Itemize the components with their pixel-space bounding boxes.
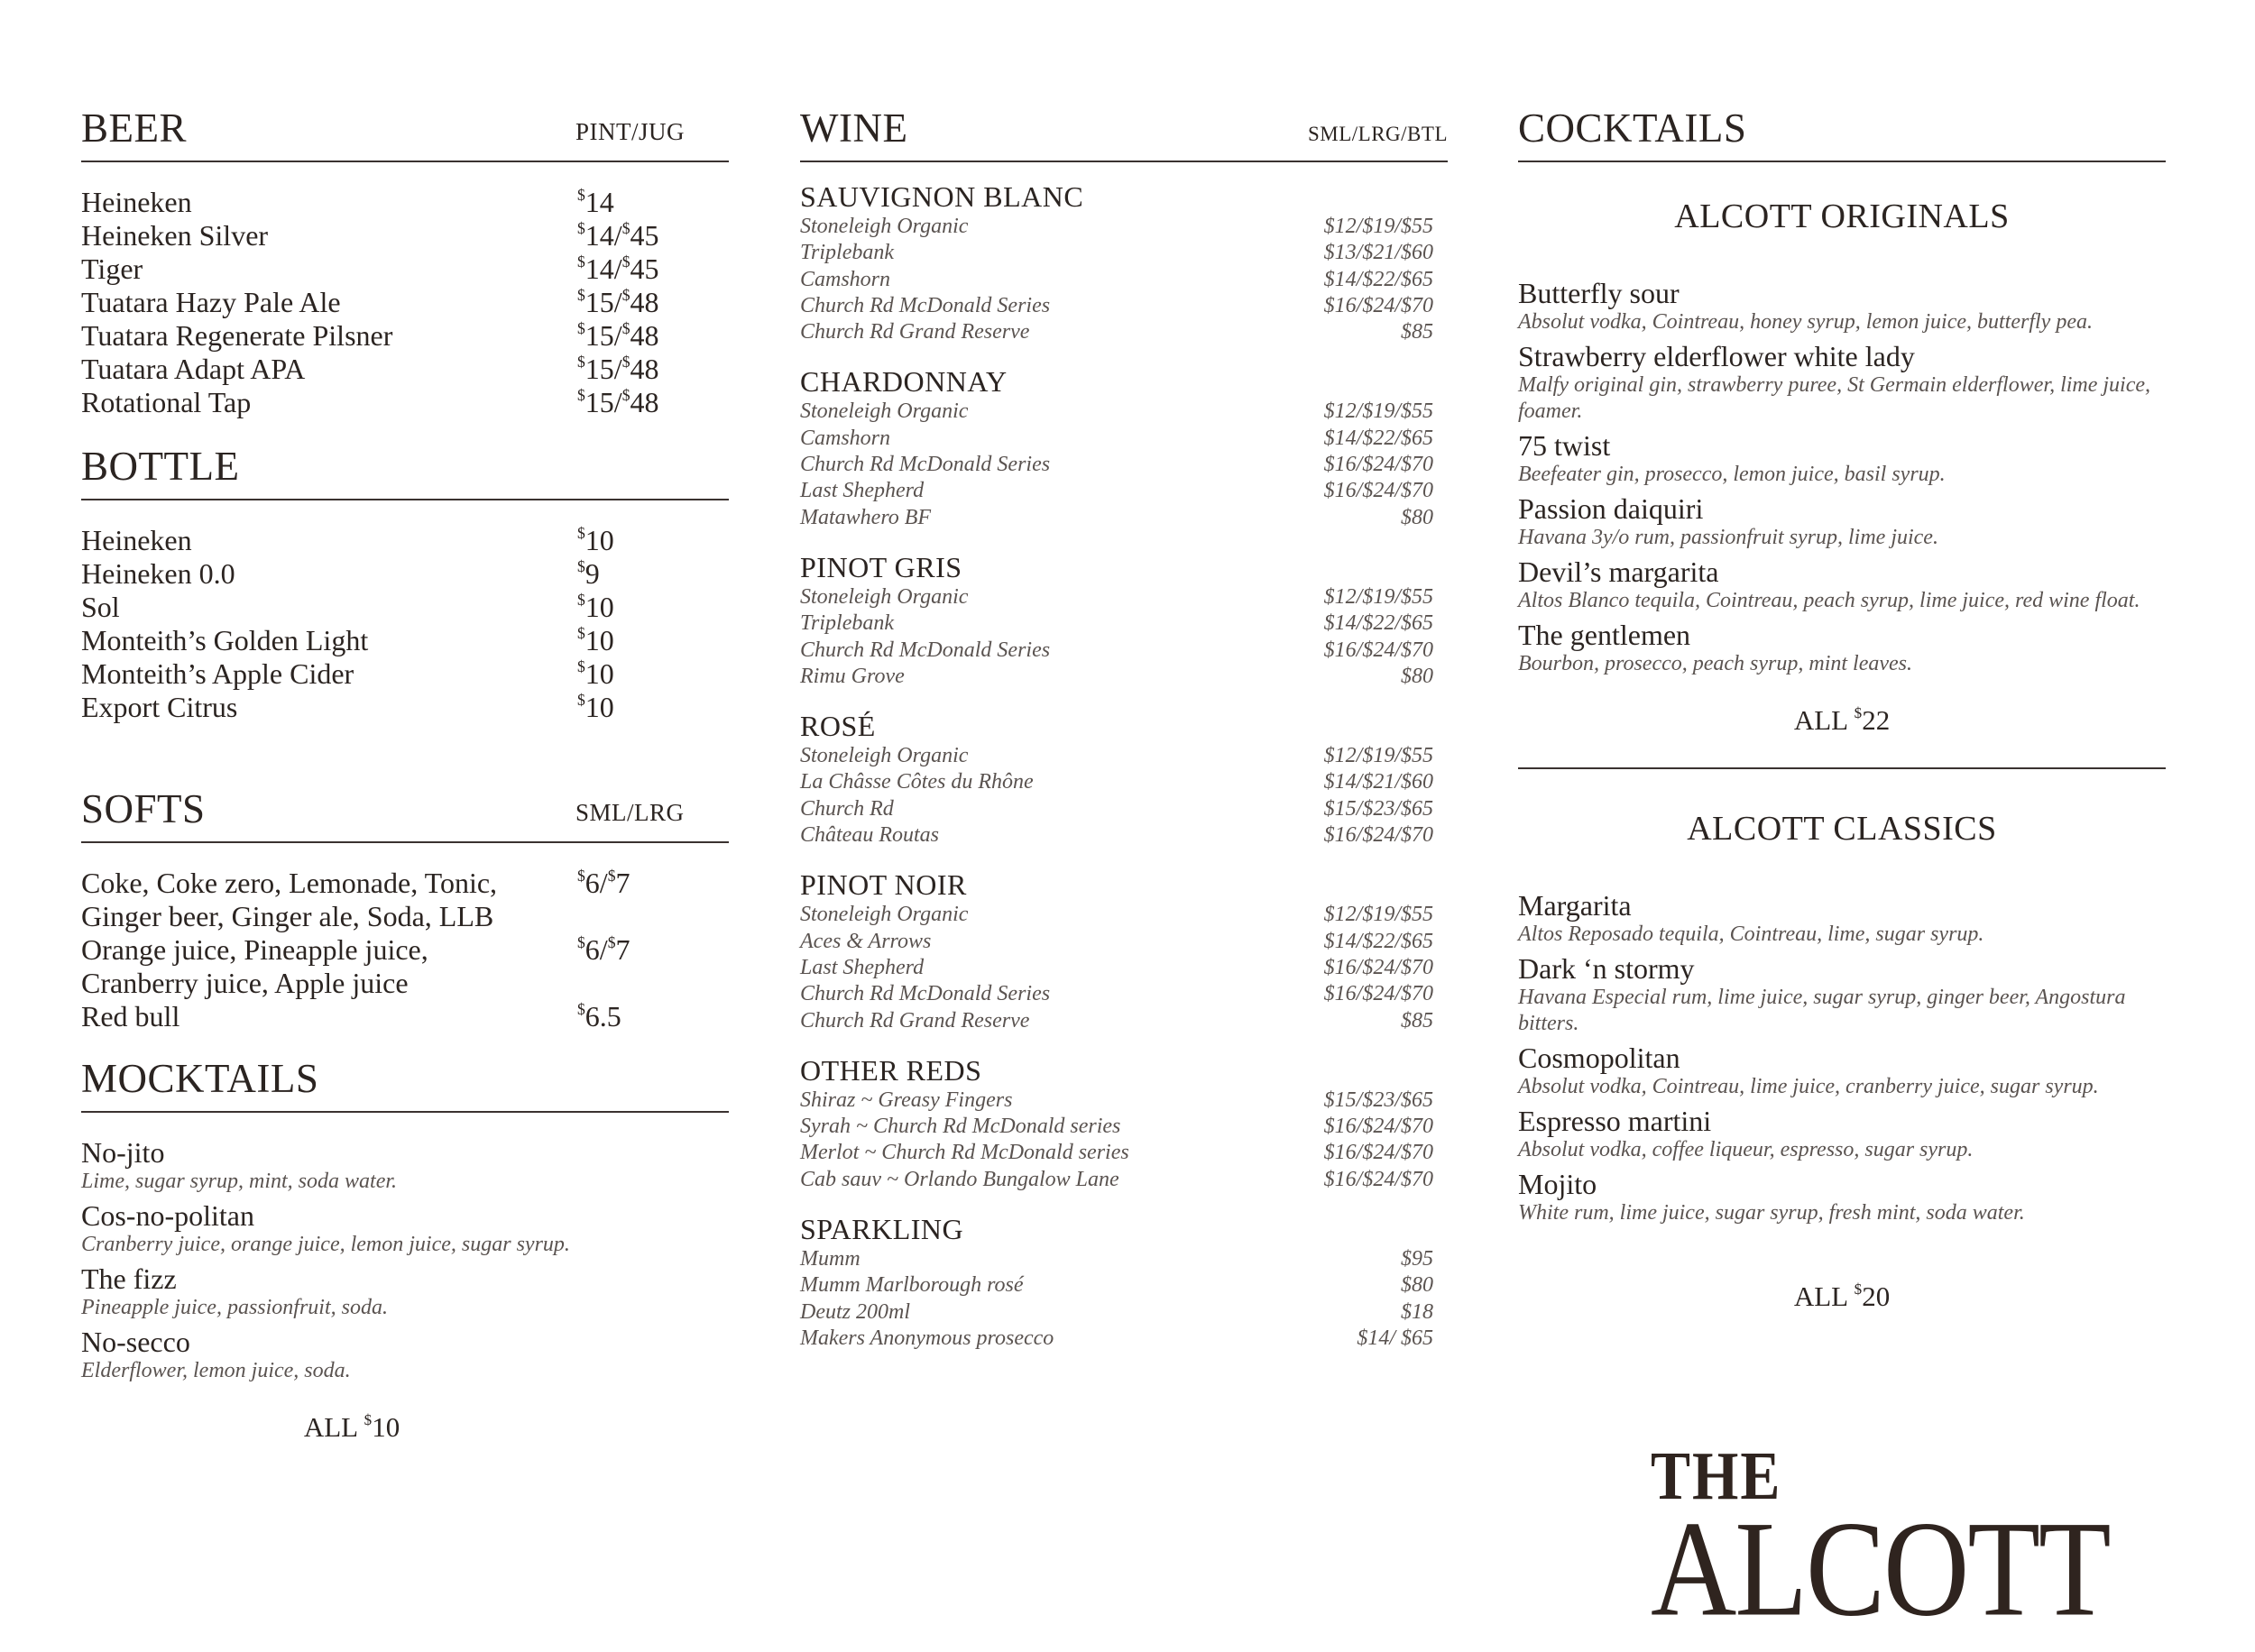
wine-item — [800, 319, 1448, 345]
item-name: Aces & Arrows — [800, 929, 932, 953]
mocktail-item — [81, 1136, 729, 1195]
bottle-header — [81, 445, 729, 500]
wine-item — [800, 769, 1448, 795]
price-value-2: 45 — [630, 252, 659, 285]
currency-symbol: $ — [577, 690, 585, 709]
item-name: Church Rd Grand Reserve — [800, 320, 1030, 344]
item-name: Espresso martini — [1518, 1105, 1712, 1137]
beer-title: BEER — [81, 106, 188, 151]
item-price: $80 — [1401, 664, 1433, 688]
item-name: No-secco — [81, 1326, 190, 1358]
item-name: Tuatara Hazy Pale Ale — [81, 286, 341, 318]
item-price: $85 — [1401, 1008, 1433, 1032]
item-name: Mumm Marlborough rosé — [800, 1273, 1024, 1298]
classics-list — [1518, 890, 2166, 1226]
all-label: ALL — [1793, 704, 1855, 736]
item-name: Stoneleigh Organic — [800, 744, 969, 768]
item-name: The gentlemen — [1518, 619, 1691, 651]
item-name: La Châsse Côtes du Rhône — [800, 770, 1034, 794]
wine-group — [800, 551, 1448, 690]
cocktail-item — [1518, 1042, 2166, 1100]
item-price: $16/$24/$70 — [1323, 982, 1433, 1006]
currency-symbol: $ — [577, 385, 585, 404]
wine-item — [800, 1299, 1448, 1326]
item-name: Tuatara Adapt APA — [81, 353, 306, 385]
cocktails-header — [1518, 106, 2166, 162]
item-name-line: Orange juice, Pineapple juice, — [81, 933, 428, 966]
price-value: 14/ — [584, 252, 622, 285]
divider — [1518, 767, 2166, 769]
wine-item — [800, 1088, 1448, 1114]
price-value: 6/ — [584, 867, 608, 899]
item-price: $14/$22/$65 — [1323, 929, 1433, 953]
wine-item — [800, 1272, 1448, 1299]
price-value-2: 48 — [630, 386, 659, 418]
cocktail-item — [1518, 556, 2166, 614]
item-name: Church Rd — [800, 796, 894, 821]
item-price: $16/$24/$70 — [1323, 638, 1433, 662]
beer-item — [81, 219, 729, 252]
wine-item — [800, 584, 1448, 610]
item-price: $18 — [1401, 1299, 1433, 1324]
item-name: Church Rd McDonald Series — [800, 638, 1051, 662]
item-price: $16/$24/$70 — [1323, 823, 1433, 848]
beer-item — [81, 319, 729, 353]
currency-symbol: $ — [621, 352, 630, 371]
price-value: 6.5 — [584, 1000, 621, 1032]
item-name: Stoneleigh Organic — [800, 584, 969, 609]
beer-item — [81, 286, 729, 319]
item-name: Cosmopolitan — [1518, 1042, 1680, 1074]
item-name: Monteith’s Apple Cider — [81, 657, 354, 690]
cocktail-item — [1518, 1169, 2166, 1226]
price-value: 15/ — [584, 286, 622, 318]
all-label: ALL — [1793, 1280, 1855, 1312]
cocktail-item — [1518, 1106, 2166, 1163]
wine-group-title: OTHER REDS — [800, 1053, 982, 1087]
wine-item — [800, 1114, 1448, 1140]
item-price: $16/$24/$70 — [1323, 453, 1433, 477]
item-name: Tiger — [81, 252, 143, 285]
alcott-logo — [1651, 1438, 2110, 1645]
item-description: Altos Reposado tequila, Cointreau, lime, sugar syrup. — [1518, 922, 1984, 946]
wine-item — [800, 902, 1448, 928]
currency-symbol: $ — [577, 623, 585, 642]
item-name: Merlot ~ Church Rd McDonald series — [800, 1141, 1129, 1165]
item-name: Deutz 200ml — [800, 1299, 910, 1324]
item-description: Havana Especial rum, lime juice, sugar syrup, ginger beer, Angostura bitters. — [1518, 986, 2126, 1035]
cocktail-item — [1518, 430, 2166, 488]
item-name: Rotational Tap — [81, 386, 252, 418]
item-price: $16/$24/$70 — [1323, 955, 1433, 979]
item-name: Passion daiquiri — [1518, 492, 1704, 525]
item-name-line: Cranberry juice, Apple juice — [81, 967, 409, 999]
price-value: 15/ — [584, 353, 622, 385]
item-price: $14/$22/$65 — [1323, 611, 1433, 636]
currency-symbol: $ — [577, 285, 585, 304]
wine-group-title: SPARKLING — [800, 1213, 964, 1246]
item-price: $13/$21/$60 — [1323, 241, 1433, 265]
item-price — [577, 186, 729, 219]
currency-symbol: $ — [577, 556, 585, 575]
item-price: $16/$24/$70 — [1323, 293, 1433, 317]
item-price — [577, 1000, 729, 1033]
price-value: 9 — [584, 557, 600, 590]
item-price: $15/$23/$65 — [1323, 796, 1433, 821]
item-name: No-jito — [81, 1136, 165, 1169]
bottle-item — [81, 624, 729, 657]
item-price: $14/$22/$65 — [1323, 267, 1433, 291]
item-name: Church Rd McDonald Series — [800, 453, 1051, 477]
price-value-2: 45 — [630, 219, 659, 252]
currency-symbol: $ — [1854, 1280, 1863, 1299]
currency-symbol: $ — [577, 352, 585, 371]
item-name: Heineken — [81, 524, 192, 556]
price-value: 10 — [584, 524, 614, 556]
wine-group — [800, 1054, 1448, 1193]
wine-item — [800, 1140, 1448, 1166]
item-description: Beefeater gin, prosecco, lemon juice, basil syrup. — [1518, 463, 1946, 486]
currency-symbol: $ — [577, 932, 585, 951]
item-name: Shiraz ~ Greasy Fingers — [800, 1088, 1013, 1112]
item-description: Absolut vodka, coffee liqueur, espresso, sugar syrup. — [1518, 1138, 1974, 1161]
item-price: $16/$24/$70 — [1323, 479, 1433, 503]
price-value: 15/ — [584, 386, 622, 418]
wine-title: WINE — [800, 106, 908, 151]
beer-list — [81, 186, 729, 419]
price-value: 10 — [584, 624, 614, 656]
item-name: Stoneleigh Organic — [800, 399, 969, 424]
item-description: Malfy original gin, strawberry puree, St Germain elderflower, lime juice, foamer. — [1518, 373, 2151, 423]
all-price-value: 22 — [1862, 704, 1891, 736]
item-name: Church Rd Grand Reserve — [800, 1008, 1030, 1032]
wine-group — [800, 1213, 1448, 1352]
item-price — [577, 353, 729, 386]
item-price: $95 — [1401, 1247, 1433, 1271]
item-description: Elderflower, lemon juice, soda. — [81, 1359, 351, 1382]
item-price — [577, 386, 729, 419]
bottle-item — [81, 524, 729, 557]
currency-symbol: $ — [577, 999, 585, 1018]
price-value: 10 — [584, 691, 614, 723]
wine-size-label: SML/LRG/BTL — [1307, 123, 1448, 145]
price-value-2: 48 — [630, 319, 659, 352]
item-name: 75 twist — [1518, 429, 1611, 462]
classics-all-price — [1518, 1280, 2166, 1313]
mocktail-item — [81, 1262, 729, 1321]
item-price — [577, 691, 729, 724]
wine-group — [800, 710, 1448, 849]
all-price-value: 10 — [372, 1411, 400, 1443]
softs-list — [81, 867, 729, 1033]
item-name: Stoneleigh Organic — [800, 215, 969, 238]
item-name: Sol — [81, 591, 120, 623]
beer-size-label: PINT/JUG — [575, 118, 686, 145]
item-name — [81, 867, 577, 933]
beer-item — [81, 386, 729, 419]
originals-list — [1518, 278, 2166, 677]
price-value: 14 — [584, 186, 614, 218]
currency-symbol: $ — [621, 218, 630, 237]
item-description: Pineapple juice, passionfruit, soda. — [81, 1296, 388, 1319]
wine-item — [800, 505, 1448, 531]
item-name: The fizz — [81, 1262, 177, 1295]
item-price: $14/$22/$65 — [1323, 426, 1433, 450]
wine-item — [800, 1326, 1448, 1352]
item-price: $80 — [1401, 505, 1433, 529]
item-price: $12/$19/$55 — [1323, 744, 1433, 768]
item-price: $12/$19/$55 — [1323, 584, 1433, 609]
cocktail-item — [1518, 278, 2166, 335]
item-name: Export Citrus — [81, 691, 238, 723]
currency-symbol: $ — [577, 590, 585, 609]
price-value-2: 7 — [615, 867, 630, 899]
wine-item — [800, 610, 1448, 637]
item-name: Camshorn — [800, 426, 891, 450]
currency-symbol: $ — [577, 318, 585, 337]
wine-item — [800, 399, 1448, 425]
cocktail-item — [1518, 953, 2166, 1037]
wine-item — [800, 822, 1448, 849]
softs-item — [81, 1000, 729, 1033]
item-price: $16/$24/$70 — [1323, 1141, 1433, 1165]
item-price: $12/$19/$55 — [1323, 903, 1433, 927]
item-name: Dark ‘n stormy — [1518, 952, 1695, 985]
wine-item — [800, 1246, 1448, 1272]
wine-header — [800, 106, 1448, 162]
bottle-title: BOTTLE — [81, 444, 240, 489]
item-name: Camshorn — [800, 267, 891, 291]
item-price — [577, 657, 729, 691]
item-name: Heineken — [81, 186, 192, 218]
item-name: Church Rd McDonald Series — [800, 982, 1051, 1006]
wine-group-title: CHARDONNAY — [800, 365, 1008, 399]
item-price: $16/$24/$70 — [1323, 1167, 1433, 1191]
item-name: Makers Anonymous prosecco — [800, 1326, 1054, 1350]
wine-item — [800, 664, 1448, 690]
item-price — [577, 524, 729, 557]
price-value: 10 — [584, 591, 614, 623]
item-name: Cos-no-politan — [81, 1199, 254, 1232]
wine-group-title: SAUVIGNON BLANC — [800, 180, 1084, 213]
wine-item — [800, 293, 1448, 319]
mocktail-item — [81, 1326, 729, 1384]
item-price — [577, 933, 729, 1000]
softs-title: SOFTS — [81, 786, 206, 831]
item-price — [577, 624, 729, 657]
column-wine — [800, 106, 1448, 1352]
mocktails-title: MOCKTAILS — [81, 1056, 319, 1101]
item-name: Mojito — [1518, 1168, 1597, 1200]
cocktails-title: COCKTAILS — [1518, 106, 1747, 151]
item-name: Butterfly sour — [1518, 277, 1680, 309]
price-value: 6/ — [584, 933, 608, 966]
item-name: Devil’s margarita — [1518, 555, 1719, 588]
item-name — [81, 1000, 577, 1033]
currency-symbol: $ — [607, 866, 616, 885]
currency-symbol: $ — [364, 1411, 373, 1429]
wine-item — [800, 796, 1448, 822]
item-name: Margarita — [1518, 889, 1632, 922]
all-price-value: 20 — [1862, 1280, 1891, 1312]
wine-item — [800, 240, 1448, 266]
bottle-list — [81, 524, 729, 724]
item-price — [577, 867, 729, 933]
wine-item — [800, 1167, 1448, 1193]
item-description: Altos Blanco tequila, Cointreau, peach syrup, lime juice, red wine float. — [1518, 589, 2140, 612]
item-description: Absolut vodka, Cointreau, honey syrup, lemon juice, butterfly pea. — [1518, 310, 2093, 334]
wine-item — [800, 981, 1448, 1007]
currency-symbol: $ — [621, 318, 630, 337]
logo-the: THE — [1651, 1438, 1782, 1515]
wine-item — [800, 214, 1448, 240]
item-name: Church Rd McDonald Series — [800, 293, 1051, 317]
item-description: Havana 3y/o rum, passionfruit syrup, lime juice. — [1518, 526, 1938, 549]
currency-symbol: $ — [577, 185, 585, 204]
bottle-item — [81, 557, 729, 591]
beer-header — [81, 106, 729, 162]
currency-symbol: $ — [577, 866, 585, 885]
item-name: Stoneleigh Organic — [800, 903, 969, 927]
beer-item — [81, 353, 729, 386]
bottle-item — [81, 657, 729, 691]
item-price: $80 — [1401, 1273, 1433, 1298]
item-price: $12/$19/$55 — [1323, 399, 1433, 424]
wine-group — [800, 365, 1448, 530]
mocktail-item — [81, 1199, 729, 1258]
item-name-line: Red bull — [81, 1000, 180, 1032]
softs-header — [81, 787, 729, 843]
originals-all-price — [1518, 704, 2166, 737]
wine-item — [800, 267, 1448, 293]
item-name: Heineken 0.0 — [81, 557, 235, 590]
item-name: Matawhero BF — [800, 505, 932, 529]
all-label: ALL — [303, 1411, 364, 1443]
wine-groups — [800, 180, 1448, 1352]
item-description: Bourbon, prosecco, peach syrup, mint leaves. — [1518, 652, 1913, 675]
wine-item — [800, 929, 1448, 955]
cocktail-item — [1518, 620, 2166, 677]
item-price — [577, 557, 729, 591]
item-name — [81, 933, 577, 1000]
item-name: Cab sauv ~ Orlando Bungalow Lane — [800, 1167, 1119, 1191]
price-value-2: 48 — [630, 353, 659, 385]
wine-item — [800, 638, 1448, 664]
item-price — [577, 219, 729, 252]
wine-item — [800, 743, 1448, 769]
wine-group — [800, 180, 1448, 345]
wine-item — [800, 452, 1448, 478]
price-value: 15/ — [584, 319, 622, 352]
item-description: White rum, lime juice, sugar syrup, fresh mint, soda water. — [1518, 1201, 2025, 1225]
item-name: Château Routas — [800, 823, 939, 848]
softs-item — [81, 867, 729, 933]
mocktails-header — [81, 1057, 729, 1113]
item-price: $14/ $65 — [1357, 1326, 1433, 1350]
item-price — [577, 252, 729, 286]
beer-item — [81, 186, 729, 219]
item-name: Mumm — [800, 1247, 861, 1271]
item-name: Heineken Silver — [81, 219, 269, 252]
item-description: Cranberry juice, orange juice, lemon juice, sugar syrup. — [81, 1233, 570, 1256]
wine-group-title: ROSÉ — [800, 710, 876, 743]
item-price: $85 — [1401, 320, 1433, 344]
item-name: Tuatara Regenerate Pilsner — [81, 319, 393, 352]
item-name: Last Shepherd — [800, 955, 925, 979]
item-price: $16/$24/$70 — [1323, 1115, 1433, 1139]
cocktail-item — [1518, 890, 2166, 948]
wine-group-title: PINOT GRIS — [800, 550, 962, 583]
price-value: 14/ — [584, 219, 622, 252]
item-name: Rimu Grove — [800, 664, 905, 688]
mocktails-all-price — [81, 1411, 622, 1444]
item-price: $12/$19/$55 — [1323, 215, 1433, 238]
currency-symbol: $ — [621, 385, 630, 404]
currency-symbol: $ — [577, 218, 585, 237]
wine-item — [800, 1008, 1448, 1034]
currency-symbol: $ — [607, 932, 616, 951]
wine-item — [800, 426, 1448, 452]
bottle-item — [81, 591, 729, 624]
item-name-line: Ginger beer, Ginger ale, Soda, LLB — [81, 900, 494, 932]
softs-size-label: SML/LRG — [575, 799, 685, 826]
wine-item — [800, 478, 1448, 504]
item-name: Triplebank — [800, 241, 895, 265]
column-cocktails — [1518, 106, 2166, 1313]
currency-symbol: $ — [621, 285, 630, 304]
price-value-2: 48 — [630, 286, 659, 318]
cocktail-item — [1518, 341, 2166, 425]
item-name: Monteith’s Golden Light — [81, 624, 369, 656]
currency-symbol: $ — [577, 656, 585, 675]
currency-symbol: $ — [1854, 704, 1863, 722]
item-name: Strawberry elderflower white lady — [1518, 340, 1915, 372]
currency-symbol: $ — [577, 523, 585, 542]
item-price: $14/$21/$60 — [1323, 770, 1433, 794]
price-value-2: 7 — [615, 933, 630, 966]
originals-title: ALCOTT ORIGINALS — [1674, 197, 2010, 235]
item-price — [577, 286, 729, 319]
softs-item — [81, 933, 729, 1000]
item-description: Lime, sugar syrup, mint, soda water. — [81, 1170, 398, 1193]
classics-title: ALCOTT CLASSICS — [1687, 810, 1997, 848]
column-beer-softs — [81, 106, 729, 1444]
currency-symbol: $ — [621, 252, 630, 271]
item-price — [577, 591, 729, 624]
item-price — [577, 319, 729, 353]
logo-alcott: ALCOTT — [1651, 1491, 2110, 1645]
wine-group — [800, 868, 1448, 1033]
price-value: 10 — [584, 657, 614, 690]
mocktails-list — [81, 1136, 729, 1384]
item-price: $15/$23/$65 — [1323, 1088, 1433, 1112]
item-description: Absolut vodka, Cointreau, lime juice, cranberry juice, sugar syrup. — [1518, 1075, 2099, 1098]
wine-group-title: PINOT NOIR — [800, 868, 967, 902]
item-name: Last Shepherd — [800, 479, 925, 503]
cocktail-item — [1518, 493, 2166, 551]
item-name: Syrah ~ Church Rd McDonald series — [800, 1115, 1121, 1139]
beer-item — [81, 252, 729, 286]
bottle-item — [81, 691, 729, 724]
item-name: Triplebank — [800, 611, 895, 636]
item-name-line: Coke, Coke zero, Lemonade, Tonic, — [81, 867, 498, 899]
currency-symbol: $ — [577, 252, 585, 271]
wine-item — [800, 955, 1448, 981]
